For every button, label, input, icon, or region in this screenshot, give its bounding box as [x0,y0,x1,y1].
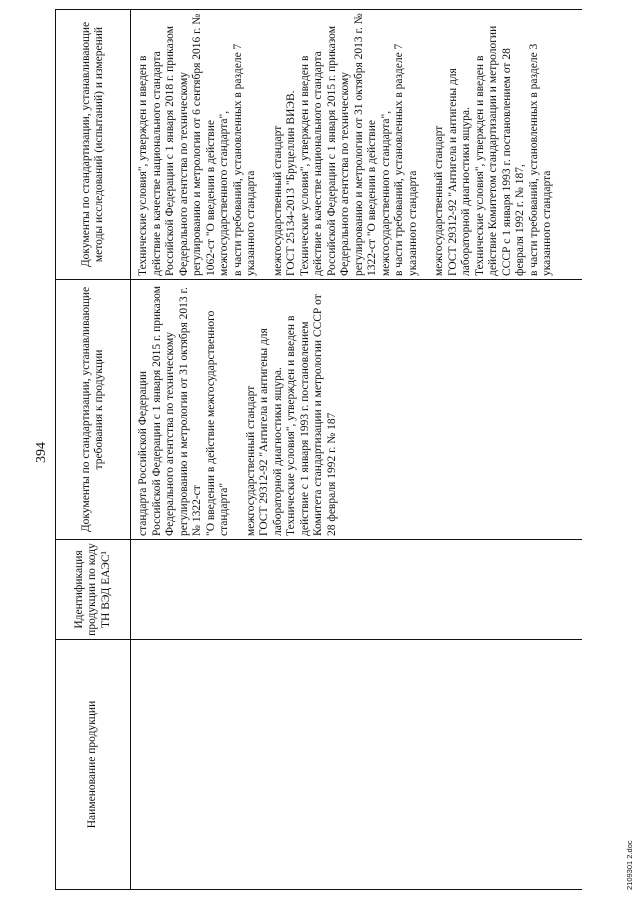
cell-tn-ved-code [131,540,583,640]
methods-text: Технические условия", утвержден и введен в действие в качестве национального стандарта Российской Федерации с 1 января 2018 г. приказом Федерального агентства по техническому регулированию и метрологии от 6 сентября 2016 г. № 1062-ст "О введении в действие межгосударственного стандарта", [137,13,230,276]
methods-text: в части требований, установленных в разделе 3 указанного стандарта [527,43,553,276]
methods-text: межгосударственный стандарт [433,125,445,276]
methods-text: ГОСТ 29312-92 "Антигела и антигены для лабораторной диагностики ящура. [446,68,472,276]
requirements-text: ГОСТ 29312-92 "Антигела и антигены для лабораторной диагностики ящура. [258,328,284,536]
methods-text: Технические условия", утвержден и введен в действие Комитетом стандартизации и метрологии СССР с 1 января 1993 г. постановлением от 28 февраля 1992 г. № 187, [473,25,526,276]
cell-requirements-docs [131,280,583,540]
cell-product-name [131,640,583,890]
methods-text: ГОСТ 25134-2013 "Бруцеллин ВИЭВ. [285,90,297,276]
header-requirements-docs: Документы по стандартизации, устанавливающие требования к продукции [56,280,131,540]
table-header-row [56,10,131,890]
page-number: 394 [34,442,49,463]
header-methods-docs: Документы по стандартизации, устанавливающие методы исследований (испытаний) и измерений [56,10,131,280]
requirements-text: Технические условия", утвержден и введен в действие с 1 января 1993 г. постановлением Комитета стандартизации и метрологии СССР от 28 февраля 1992 г. № 187 [285,294,338,536]
paragraph-gap [420,13,433,276]
methods-text: Технические условия", утвержден и введен в действие в качестве национального стандарта Российской Федерации с 1 января 2015 г. приказом Федерального агентства по техническому регулированию и метрологии от 31 октября 2013 г. № 1322-ст "О введении в действие межгосударственного стандарта", [298,13,392,276]
paragraph-gap [232,283,245,536]
requirements-text: стандарта Российской Федерации [137,370,149,536]
methods-text: в части требований, установленных в разделе 7 указанного стандарта [393,43,419,276]
footer-file-code: 2109301 2.doc [625,840,634,890]
table-row [131,10,583,890]
standards-table [55,9,582,890]
requirements-text: Российской Федерации с 1 января 2015 г. приказом Федерального агентства по техническому регулированию и метрологии от 31 октября 2013 г. № 1322-ст [150,286,203,536]
header-product-name: Наименование продукции [56,640,131,890]
requirements-text: межгосударственный стандарт [244,385,257,536]
requirements-text: "О введении в действие межгосударственного стандарта" [204,310,230,536]
methods-text: межгосударственный стандарт [271,125,284,276]
cell-methods-docs [131,10,583,280]
header-tn-ved-code: Идентификация продукции по коду ТН ВЭД ЕАЭС¹ [56,540,131,640]
methods-text: в части требований, установленных в разделе 7 указанного стандарта [231,43,257,276]
paragraph-gap [259,13,272,276]
